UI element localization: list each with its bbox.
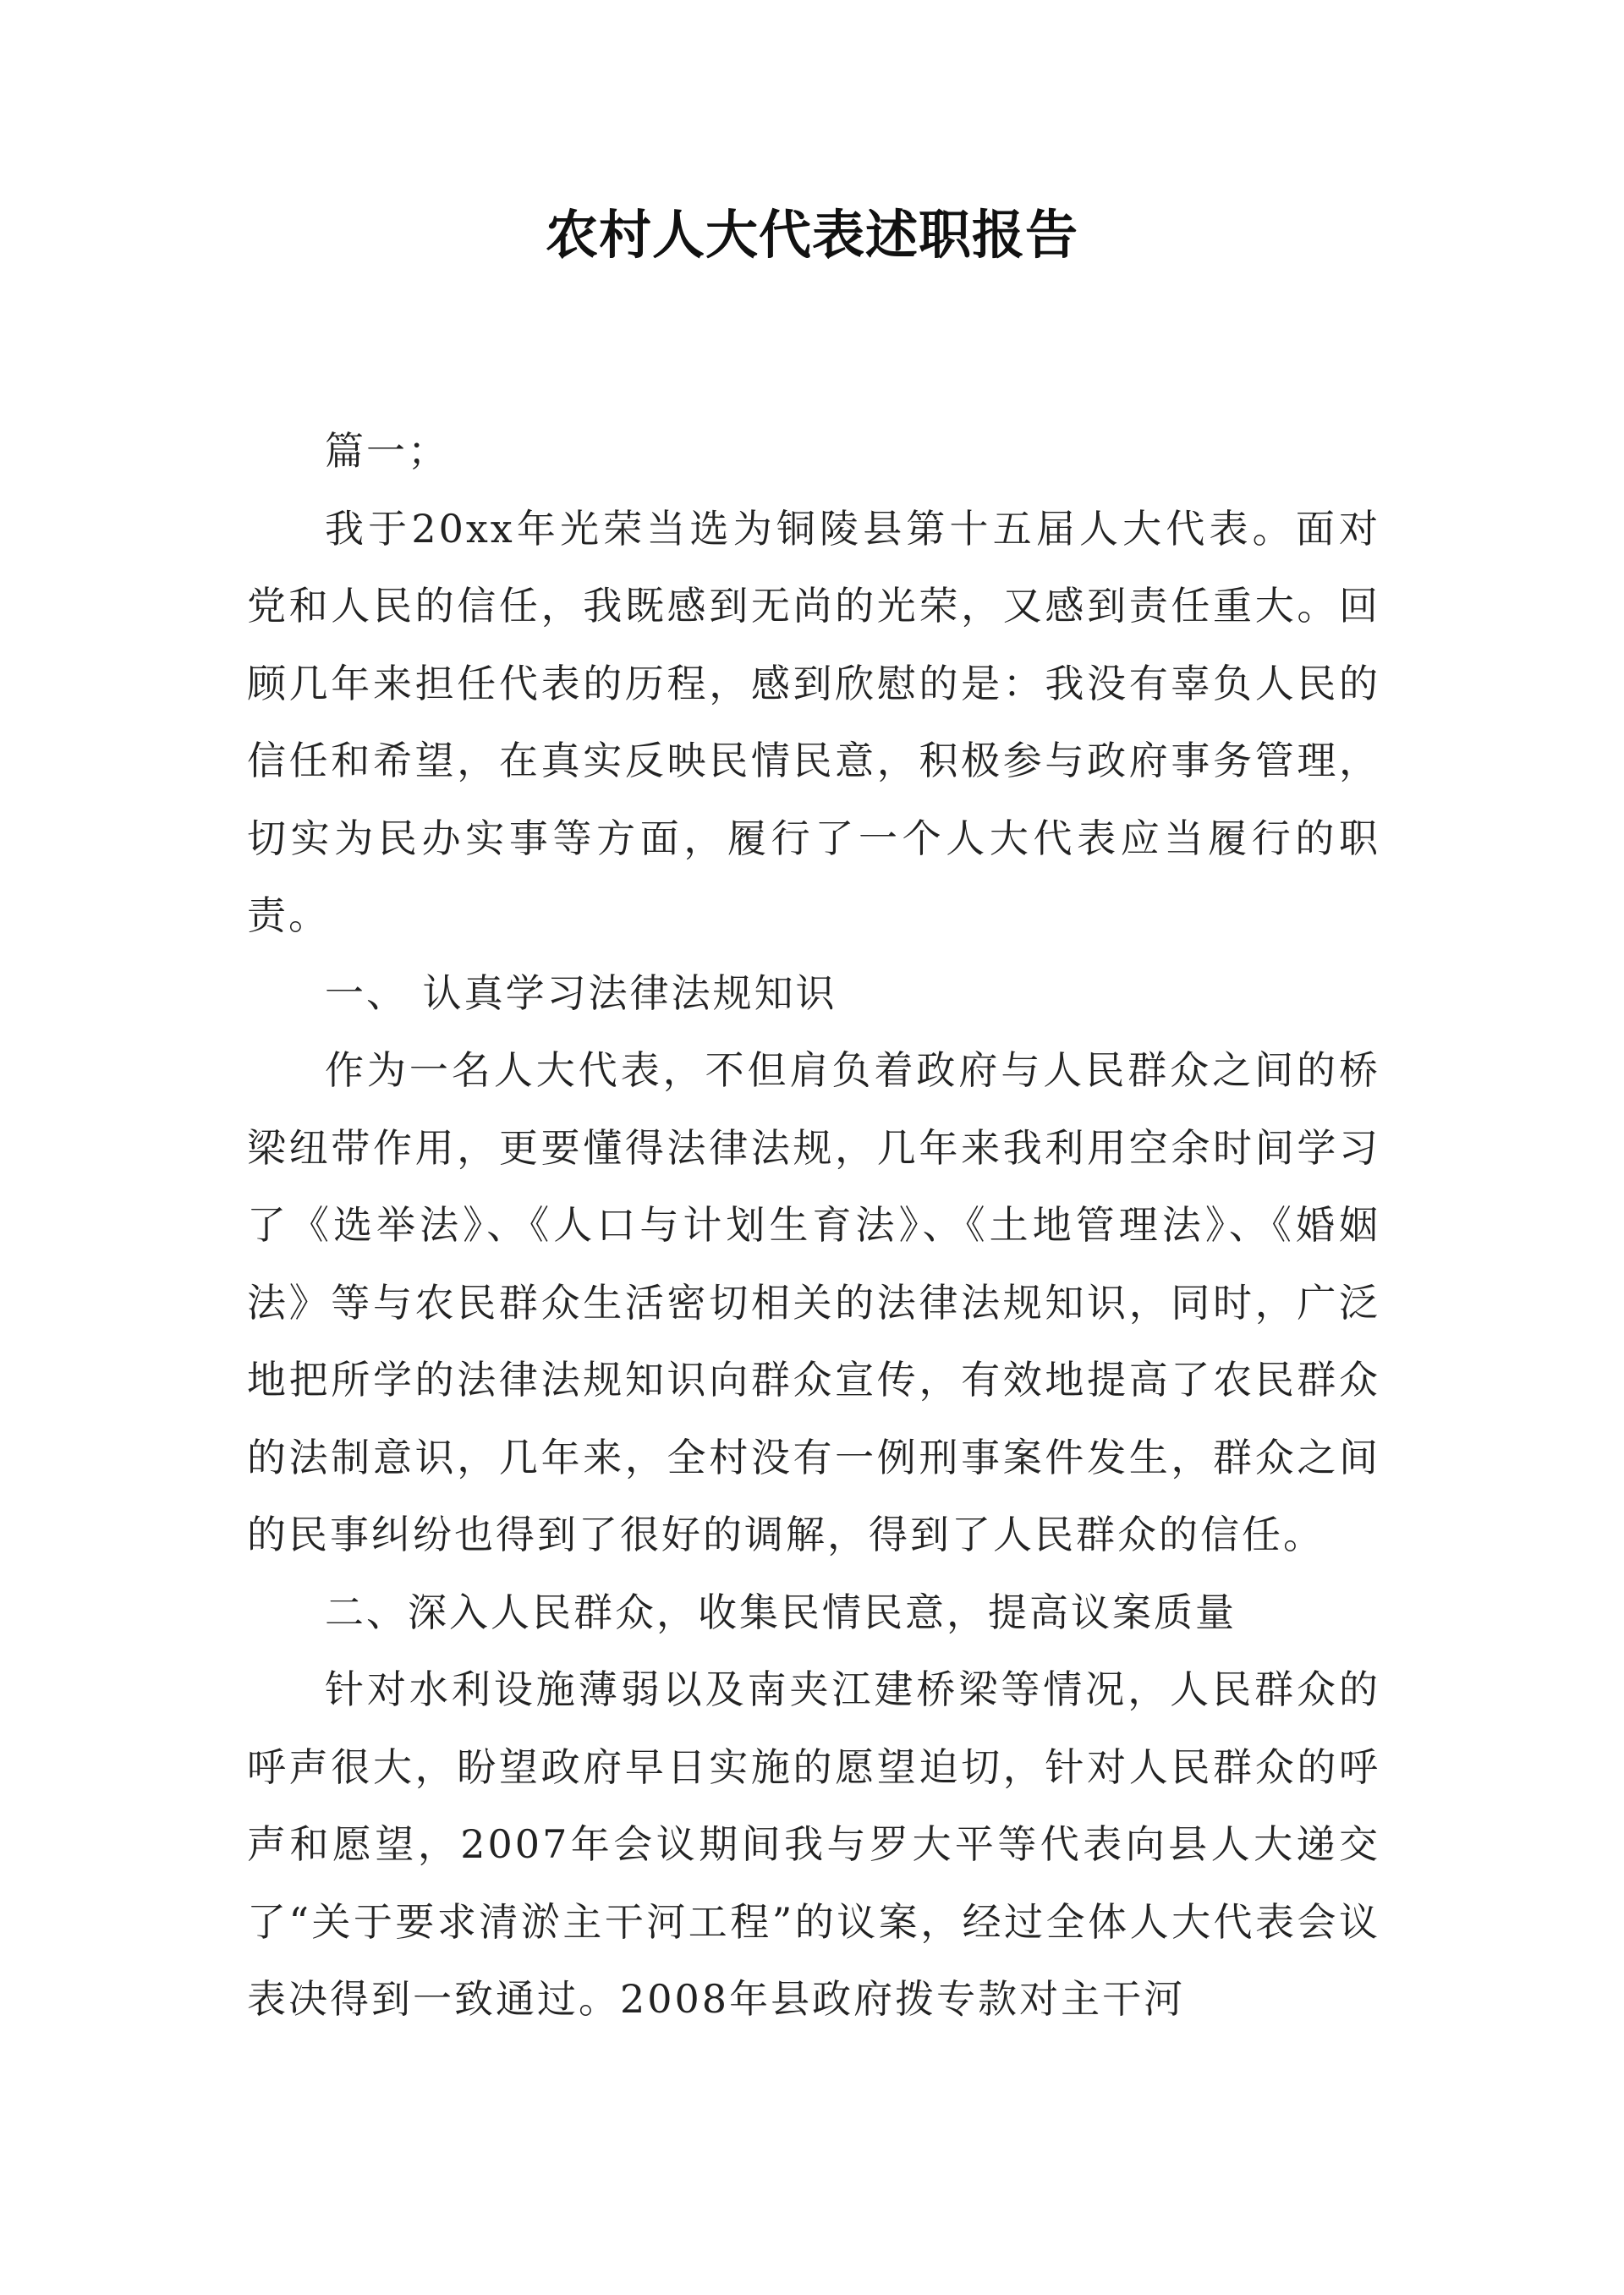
paragraph-proposals: 针对水利设施薄弱以及南夹江建桥梁等情况，人民群众的呼声很大，盼望政府早日实施的愿望迫切，针对人民群众的呼声和愿望，2007年会议期间我与罗大平等代表向县人大递交了“关于要求清淤主干河工程”的议案，经过全体人大代表会议表决得到一致通过。2008年县政府拨专款对主干河 [247, 1666, 1380, 2022]
heading-study-law: 一、 认真学习法律法规知识 [325, 969, 837, 1016]
document-title: 农村人大代表述职报告 [545, 204, 1078, 266]
paragraph-intro: 我于20xx年光荣当选为铜陵县第十五届人大代表。面对党和人民的信任，我既感到无尚的光荣，又感到责任重大。回顾几年来担任代表的历程，感到欣慰的是：我没有辜负人民的信任和希望，在真实反映民情民意，积极参与政府事务管理，切实为民办实事等方面，履行了一个人大代表应当履行的职责。 [247, 505, 1380, 938]
heading-deep-into-people: 二、深入人民群众，收集民情民意，提高议案质量 [325, 1589, 1237, 1635]
section-label: 篇一； [325, 428, 449, 474]
document-body [247, 413, 1380, 2039]
paragraph-study-law: 作为一名人大代表，不但肩负着政府与人民群众之间的桥梁纽带作用，更要懂得法律法规，几年来我利用空余时间学习了《选举法》、《人口与计划生育法》、《土地管理法》、《婚姻法》等与农民群众生活密切相关的法律法规知识，同时，广泛地把所学的法律法规知识向群众宣传，有效地提高了农民群众的法制意识，几年来，全村没有一例刑事案件发生，群众之间的民事纠纷也得到了很好的调解，得到了人民群众的信任。 [247, 1047, 1380, 1557]
